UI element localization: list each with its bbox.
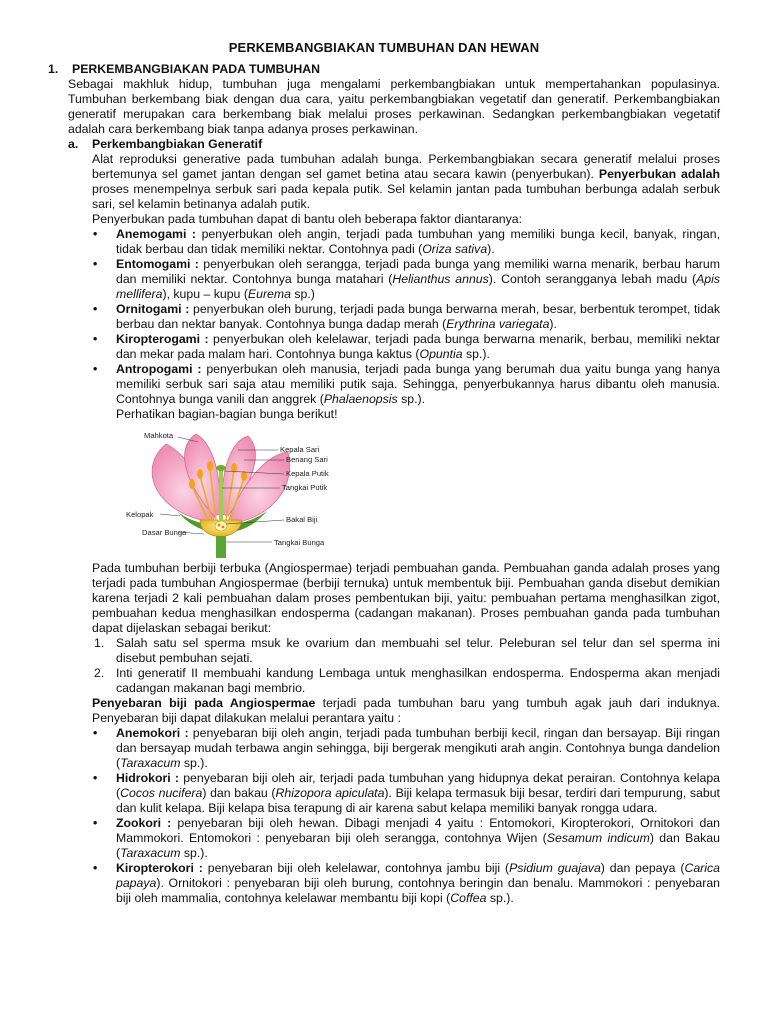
latin-name: Helianthus annus [392, 272, 489, 286]
list-item: • Kiropterogami : penyerbukan oleh kelelawar, terjadi pada bunga berwarna menarik, berbau, memiliki nektar dan mekar pada malam hari. Contohnya bunga kaktus (Opuntia sp.). [93, 332, 720, 361]
latin-name: Sesamum indicum [546, 831, 650, 845]
bullet-icon: • [93, 302, 98, 316]
paragraph-bold: Penyerbukan adalah [598, 167, 720, 181]
label-kepala-sari: Kepala Sari [280, 445, 320, 454]
list-item: 1. Salah satu sel sperma msuk ke ovarium dan membuahi sel telur. Peleburan sel telur dan sel sperma ini disebut pembuhan sejati. [94, 636, 720, 665]
section-number: 1. [48, 62, 59, 76]
double-fertilization-paragraph: Pada tumbuhan berbiji terbuka (Angiospermae) terjadi pembuahan ganda. Pembuahan ganda adalah proses yang terjadi pada tumbuhan Angiospermae (berbiji ternuka) untuk membentuk biji. Pembuahan ganda disebut demikian karena terjadi 2 kali pembuahan dalam proses pembentukan biji, yaitu: pembuahan pertama menghasilkan zigot, pembuahan kedua menghasilkan endosperma (cadangan makanan). Proses pembuahan ganda pada tumbuhan dapat dijelaskan sebagai berikut: [92, 561, 720, 635]
label-mahkota: Mahkota [144, 431, 174, 440]
bullet-icon: • [93, 227, 98, 241]
step-number: 1. [94, 636, 105, 650]
latin-name: Carica papaya [116, 861, 720, 890]
pistil [219, 470, 223, 520]
step-number: 2. [94, 666, 105, 680]
bullet-icon: • [93, 726, 98, 740]
latin-name: Phalaenopsis [323, 392, 398, 406]
list-item: • Entomogami : penyerbukan oleh serangga, terjadi pada bunga yang memiliki warna menarik, berbau harum dan memiliki nektar. Contohnya bunga matahari (Helianthus annus). Contoh serangganya lebah madu (Apis mellifera), kupu – kupu (Eurema sp.) [93, 257, 720, 301]
paragraph-bold: Penyebaran biji pada Angiospermae [92, 696, 316, 710]
page-title: PERKEMBANGBIAKAN TUMBUHAN DAN HEWAN [228, 40, 540, 55]
term: Anemokori : [116, 726, 189, 740]
section-heading [48, 62, 720, 77]
fertilization-steps [48, 636, 720, 696]
section-intro: Sebagai makhluk hidup, tumbuhan juga mengalami perkembangbiakan untuk mempertahankan populasinya. Tumbuhan berkembang biak dengan dua cara, yaitu perkembangbiakan vegetatif dan generatif. Perkembangbiakan generatif merupakan cara berkembang biak melalui proses perkawinan. Sedangkan perkembangbiakan vegetatif adalah cara berkembang biak tanpa adanya proses perkawinan. [68, 77, 720, 136]
dispersal-intro: Penyebaran biji pada Angiospermae terjadi pada tumbuhan baru yang tumbuh agak jauh dari induknya. Penyebaran biji dapat dilakukan melalui perantara yaitu : [92, 696, 721, 725]
term: Kiropterokori : [116, 861, 203, 875]
dispersal-list [48, 726, 720, 906]
latin-name: Cocos nucifera [120, 786, 203, 800]
bullet-icon: • [93, 771, 98, 785]
factors-intro: Penyerbukan pada tumbuhan dapat di bantu oleh beberapa faktor diantaranya: [92, 212, 523, 226]
latin-name: Erythrina variegata [446, 317, 550, 331]
label-dasar-bunga: Dasar Bunga [142, 528, 187, 537]
list-item: • Hidrokori : penyebaran biji oleh air, terjadi pada tumbuhan yang hidupnya dekat perairan. Contohnya kelapa (Cocos nucifera) dan bakau (Rhizopora apiculata). Biji kelapa termasuk biji besar, terdiri dari tempurung, sabut dan kulit kelapa. Biji kelapa bisa terapung di air karena sabut kelapa memiliki banyak rongga udara. [93, 771, 720, 815]
flower-illustration [116, 424, 370, 558]
latin-name: Rhizopora apiculata [275, 786, 385, 800]
term: Anemogami : [116, 227, 197, 241]
term: Antropogami : [116, 362, 202, 376]
subsection-title: Perkembangbiakan Generatif [92, 137, 263, 151]
pollination-list [48, 227, 720, 407]
stalk [216, 536, 226, 558]
bullet-icon: • [93, 257, 98, 271]
term: Entomogami : [116, 257, 199, 271]
paragraph-text: proses menempelnya serbuk sari pada kepala putik. Sel kelamin jantan pada tumbuhan berbunga adalah serbuk sari, sel kelamin betinanya adalah putik. [92, 182, 720, 211]
list-item: • Anemokori : penyebaran biji oleh angin, terjadi pada tumbuhan berbiji kecil, ringan dan bersayap. Biji ringan dan bersayap mudah terbawa angin sehingga, biji bergerak mengikuti arah angin. Contohnya bunga dandelion (Taraxacum sp.). [93, 726, 720, 770]
term: Kiropterogami : [116, 332, 209, 346]
label-tangkai-bunga: Tangkai Bunga [274, 538, 325, 547]
generative-paragraph [48, 152, 720, 212]
latin-name: Opuntia [419, 347, 463, 361]
flower-diagram [116, 424, 370, 558]
latin-name: Psidium guajava [509, 861, 601, 875]
latin-name: Coffea [450, 891, 487, 905]
term: Hidrokori : [116, 771, 179, 785]
label-bakal-biji: Bakal Biji [286, 515, 318, 524]
section-title: PERKEMBANGBIAKAN PADA TUMBUHAN [72, 62, 320, 76]
list-item: • Anemogami : penyerbukan oleh angin, terjadi pada tumbuhan yang memiliki bunga kecil, banyak, ringan, tidak berbau dan tidak memiliki nektar. Contohnya padi (Oriza sativa). [93, 227, 721, 256]
label-tangkai-putik: Tangkai Putik [282, 483, 328, 492]
term: Zookori : [116, 816, 172, 830]
latin-name: Taraxacum [120, 846, 181, 860]
list-item: • Antropogami : penyerbukan oleh manusia, terjadi pada bunga yang berumah dua yaitu bunga yang hanya memiliki serbuk sari saja atau memiliki putik saja. Sehingga, penyerbukannya harus dibantu oleh manusia. Contohnya bunga vanili dan anggrek (Phalaenopsis sp.). [93, 362, 720, 406]
list-item: 2. Inti generatif II membuahi kandung Lembaga untuk menghasilkan endosperma. Endosperma akan menjadi cadangan makanan bagi membrio. [94, 666, 720, 695]
latin-name: Taraxacum [120, 756, 181, 770]
latin-name: Oriza sativa [422, 242, 488, 256]
figure-intro: Perhatikan bagian-bagian bunga berikut! [116, 407, 338, 421]
bullet-icon: • [93, 861, 98, 875]
bullet-icon: • [93, 362, 98, 376]
paragraph-text: Alat reproduksi generative pada tumbuhan adalah bunga. Perkembangbiakan secara generatif melalui proses bertemunya sel gamet jantan dengan sel gamet betina atau secara kawin (penyerbukan). [92, 152, 720, 181]
list-item: • Kiropterokori : penyebaran biji oleh kelelawar, contohnya jambu biji (Psidium guajava) dan pepaya (Carica papaya). Ornitokori : penyebaran biji oleh burung, contohnya beringin dan benalu. Mammokori : penyebaran biji oleh mammalia, contohnya kelelawar membantu biji kopi (Coffea sp.). [93, 861, 720, 905]
document-body [48, 62, 720, 906]
latin-name: Apis mellifera [116, 272, 720, 301]
bullet-icon: • [93, 332, 98, 346]
subsection-heading [48, 137, 720, 152]
list-item: • Zookori : penyebaran biji oleh hewan. Dibagi menjadi 4 yaitu : Entomokori, Kiropterokori, Ornitokori dan Mammokori. Entomokori : penyebaran biji oleh serangga, contohnya Wijen (Sesamum indicum) dan Bakau (Taraxacum sp.). [93, 816, 721, 860]
list-item: • Ornitogami : penyerbukan oleh burung, terjadi pada bunga berwarna merah, besar, berbentuk terompet, tidak berbau dan nektar banyak. Contohnya bunga dadap merah (Erythrina variegata). [93, 302, 720, 331]
subsection-letter: a. [68, 137, 79, 151]
bullet-icon: • [93, 816, 98, 830]
label-benang-sari: Benang Sari [286, 455, 328, 464]
label-kelopak: Kelopak [126, 510, 154, 519]
latin-name: Eurema [247, 287, 291, 301]
term: Ornitogami : [116, 302, 190, 316]
label-kepala-putik: Kepala Putik [286, 469, 329, 478]
